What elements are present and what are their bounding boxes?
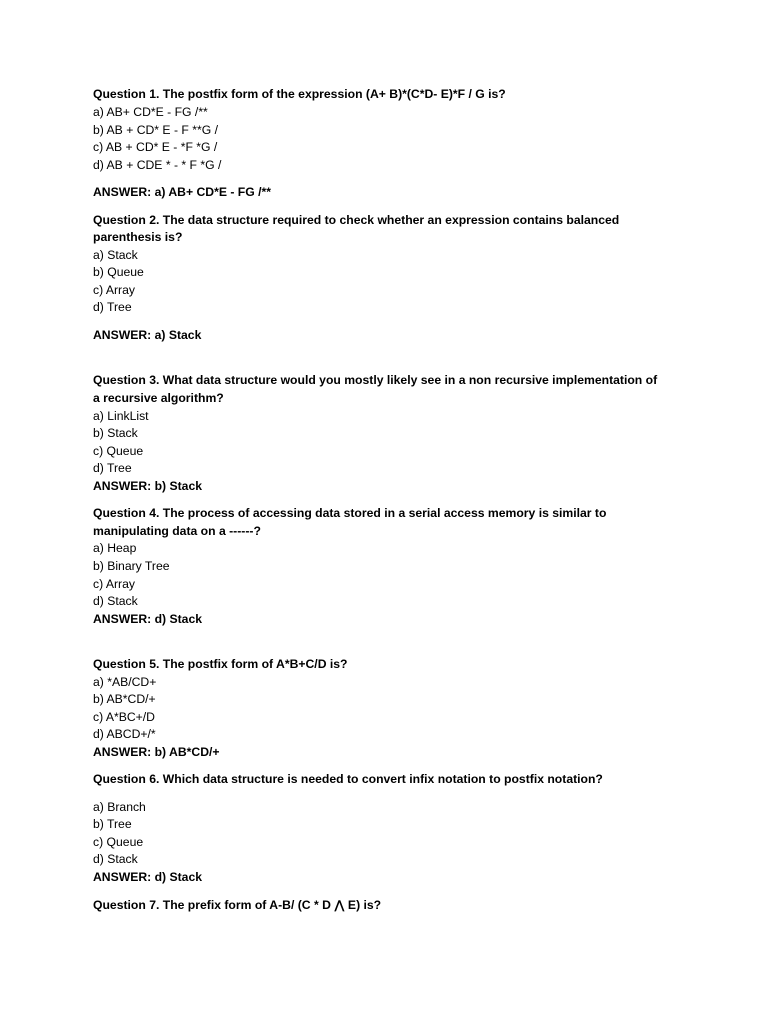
- question-1-option-d: d) AB + CDE * - * F *G /: [93, 158, 222, 172]
- question-4-text: Question 4. The process of accessing data stored in a serial access memory is similar to: [93, 506, 607, 520]
- question-3-text-cont: a recursive algorithm?: [93, 391, 224, 405]
- question-2-option-a: a) Stack: [93, 248, 138, 262]
- question-3-answer: ANSWER: b) Stack: [93, 479, 203, 493]
- question-2-option-c: c) Array: [93, 283, 135, 297]
- question-3-text: Question 3. What data structure would you mostly likely see in a non recursive implementation of: [93, 373, 658, 387]
- question-1-option-a: a) AB+ CD*E - FG /**: [93, 105, 208, 119]
- question-3-option-b: b) Stack: [93, 426, 138, 440]
- question-4-answer: ANSWER: d) Stack: [93, 612, 203, 626]
- question-6-option-a: a) Branch: [93, 800, 146, 814]
- question-4-option-b: b) Binary Tree: [93, 559, 170, 573]
- question-5-text: Question 5. The postfix form of A*B+C/D is?: [93, 657, 348, 671]
- question-4-option-d: d) Stack: [93, 594, 138, 608]
- question-1-text: Question 1. The postfix form of the expression (A+ B)*(C*D- E)*F / G is?: [93, 87, 506, 101]
- question-5-option-c: c) A*BC+/D: [93, 710, 155, 724]
- question-1-answer: ANSWER: a) AB+ CD*E - FG /**: [93, 185, 271, 199]
- question-3-option-a: a) LinkList: [93, 409, 149, 423]
- question-3-option-d: d) Tree: [93, 461, 132, 475]
- question-6-option-c: c) Queue: [93, 835, 144, 849]
- question-5-option-a: a) *AB/CD+: [93, 675, 157, 689]
- question-1-option-b: b) AB + CD* E - F **G /: [93, 123, 218, 137]
- question-5-option-b: b) AB*CD/+: [93, 692, 156, 706]
- question-4-option-c: c) Array: [93, 577, 135, 591]
- question-6-text: Question 6. Which data structure is needed to convert infix notation to postfix notation?: [93, 772, 603, 786]
- question-6-answer: ANSWER: d) Stack: [93, 870, 203, 884]
- question-5-answer: ANSWER: b) AB*CD/+: [93, 745, 220, 759]
- question-6-option-d: d) Stack: [93, 852, 138, 866]
- question-4-option-a: a) Heap: [93, 541, 137, 555]
- question-4-text-cont: manipulating data on a ------?: [93, 524, 261, 538]
- question-3-option-c: c) Queue: [93, 444, 144, 458]
- question-6-option-b: b) Tree: [93, 817, 132, 831]
- question-2-answer: ANSWER: a) Stack: [93, 328, 202, 342]
- question-1-option-c: c) AB + CD* E - *F *G /: [93, 140, 218, 154]
- question-2-text-cont: parenthesis is?: [93, 230, 183, 244]
- question-2-option-b: b) Queue: [93, 265, 144, 279]
- question-2-text: Question 2. The data structure required to check whether an expression contains balanced: [93, 213, 620, 227]
- question-5-option-d: d) ABCD+/*: [93, 727, 156, 741]
- question-7-text: Question 7. The prefix form of A-B/ (C * D ⋀ E) is?: [93, 898, 382, 912]
- question-2-option-d: d) Tree: [93, 300, 132, 314]
